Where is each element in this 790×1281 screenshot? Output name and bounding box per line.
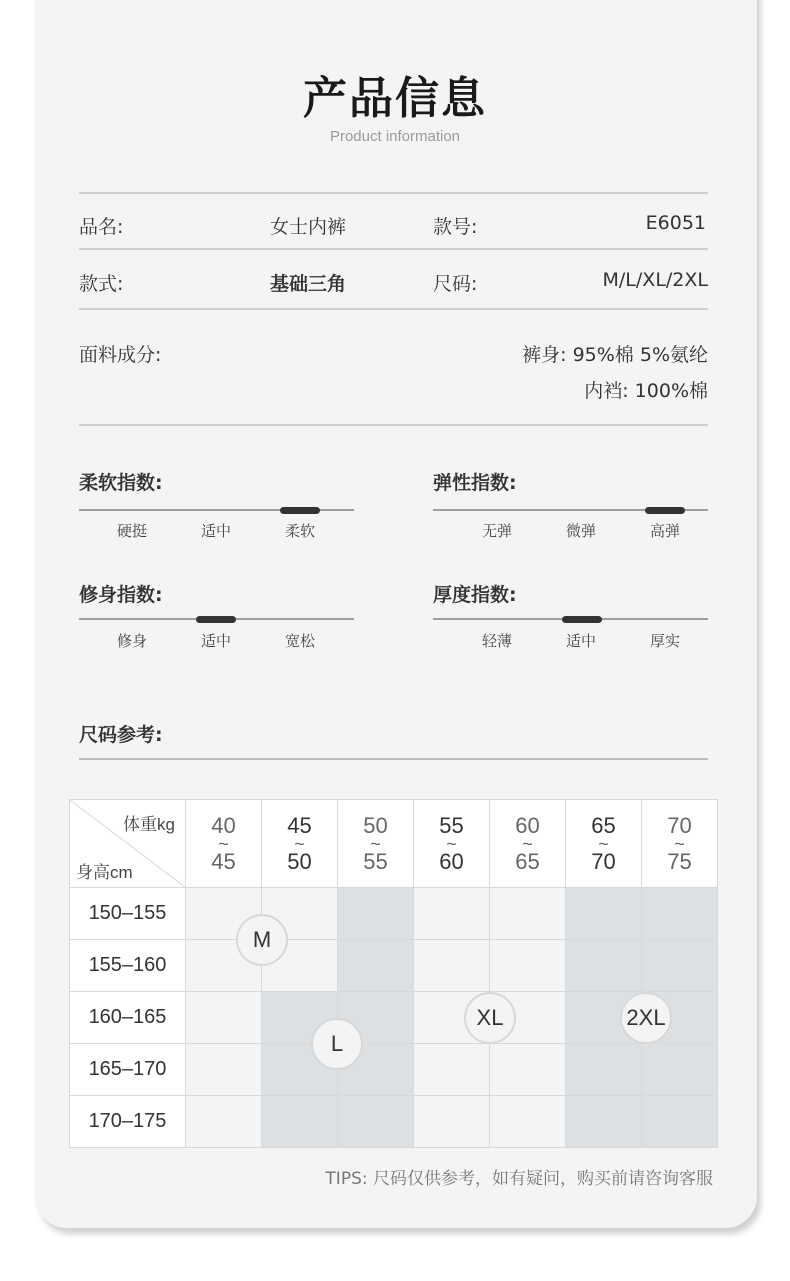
elasticity-label: 弹性指数: <box>433 472 517 494</box>
name-label: 品名: <box>79 216 124 238</box>
size-label: 尺码: <box>433 273 478 295</box>
thickness-option: 厚实 <box>649 632 680 650</box>
height-range: 160–165 <box>70 992 186 1044</box>
size-badge-l: L <box>311 1018 363 1070</box>
weight-header: 55 ~ 60 <box>414 800 490 888</box>
weight-header: 65 ~ 70 <box>566 800 642 888</box>
divider <box>79 308 708 310</box>
height-range: 165–170 <box>70 1044 186 1096</box>
weight-header: 50 ~ 55 <box>338 800 414 888</box>
divider <box>79 758 708 760</box>
model-label: 款号: <box>433 216 478 238</box>
softness-label: 柔软指数: <box>79 472 163 494</box>
style-label: 款式: <box>79 273 124 295</box>
size-ref-label: 尺码参考: <box>79 724 163 746</box>
divider <box>79 248 708 250</box>
thickness-option: 轻薄 <box>481 632 512 650</box>
weight-axis-label: 体重kg <box>123 815 175 834</box>
page-subtitle: Product information <box>329 128 461 145</box>
fit-option: 修身 <box>116 632 147 650</box>
divider <box>79 424 708 426</box>
fabric-body-value: 裤身: 95%棉 5%氨纶 <box>522 344 708 366</box>
fabric-label: 面料成分: <box>79 344 162 366</box>
elasticity-option: 无弹 <box>481 522 512 540</box>
divider <box>79 192 708 194</box>
fit-indicator <box>196 616 236 623</box>
size-chart-table <box>69 799 718 1148</box>
softness-option: 柔软 <box>284 522 315 540</box>
fit-label: 修身指数: <box>79 584 163 606</box>
size-value: M/L/XL/2XL <box>602 269 708 291</box>
page-title: 产品信息 <box>303 73 487 124</box>
fabric-lining-value: 内裆: 100%棉 <box>584 380 708 402</box>
table-row <box>70 1044 718 1096</box>
softness-option: 硬挺 <box>116 522 147 540</box>
softness-indicator <box>280 507 320 514</box>
height-axis-label: 身高cm <box>76 863 133 882</box>
corner-header <box>70 800 186 888</box>
height-range: 150–155 <box>70 888 186 940</box>
thickness-indicator <box>562 616 602 623</box>
elasticity-option: 微弹 <box>565 522 596 540</box>
elasticity-indicator <box>645 507 685 514</box>
fit-option: 适中 <box>200 632 231 650</box>
height-range: 155–160 <box>70 940 186 992</box>
weight-header: 60 ~ 65 <box>490 800 566 888</box>
size-badge-2xl: 2XL <box>620 992 672 1044</box>
model-value: E6051 <box>645 212 706 234</box>
thickness-option: 适中 <box>565 632 596 650</box>
size-badge-xl: XL <box>464 992 516 1044</box>
weight-header: 45 ~ 50 <box>262 800 338 888</box>
table-row <box>70 940 718 992</box>
style-value: 基础三角 <box>270 273 347 295</box>
height-range: 170–175 <box>70 1096 186 1148</box>
fit-option: 宽松 <box>284 632 315 650</box>
table-row <box>70 1096 718 1148</box>
table-row <box>70 888 718 940</box>
size-badge-m: M <box>236 914 288 966</box>
elasticity-option: 高弹 <box>649 522 680 540</box>
thickness-label: 厚度指数: <box>433 584 517 606</box>
softness-option: 适中 <box>200 522 231 540</box>
tips-text: TIPS: 尺码仅供参考，如有疑问，购买前请咨询客服 <box>325 1169 713 1189</box>
weight-header: 70 ~ 75 <box>642 800 718 888</box>
weight-header: 40 ~ 45 <box>186 800 262 888</box>
name-value: 女士内裤 <box>270 216 347 238</box>
